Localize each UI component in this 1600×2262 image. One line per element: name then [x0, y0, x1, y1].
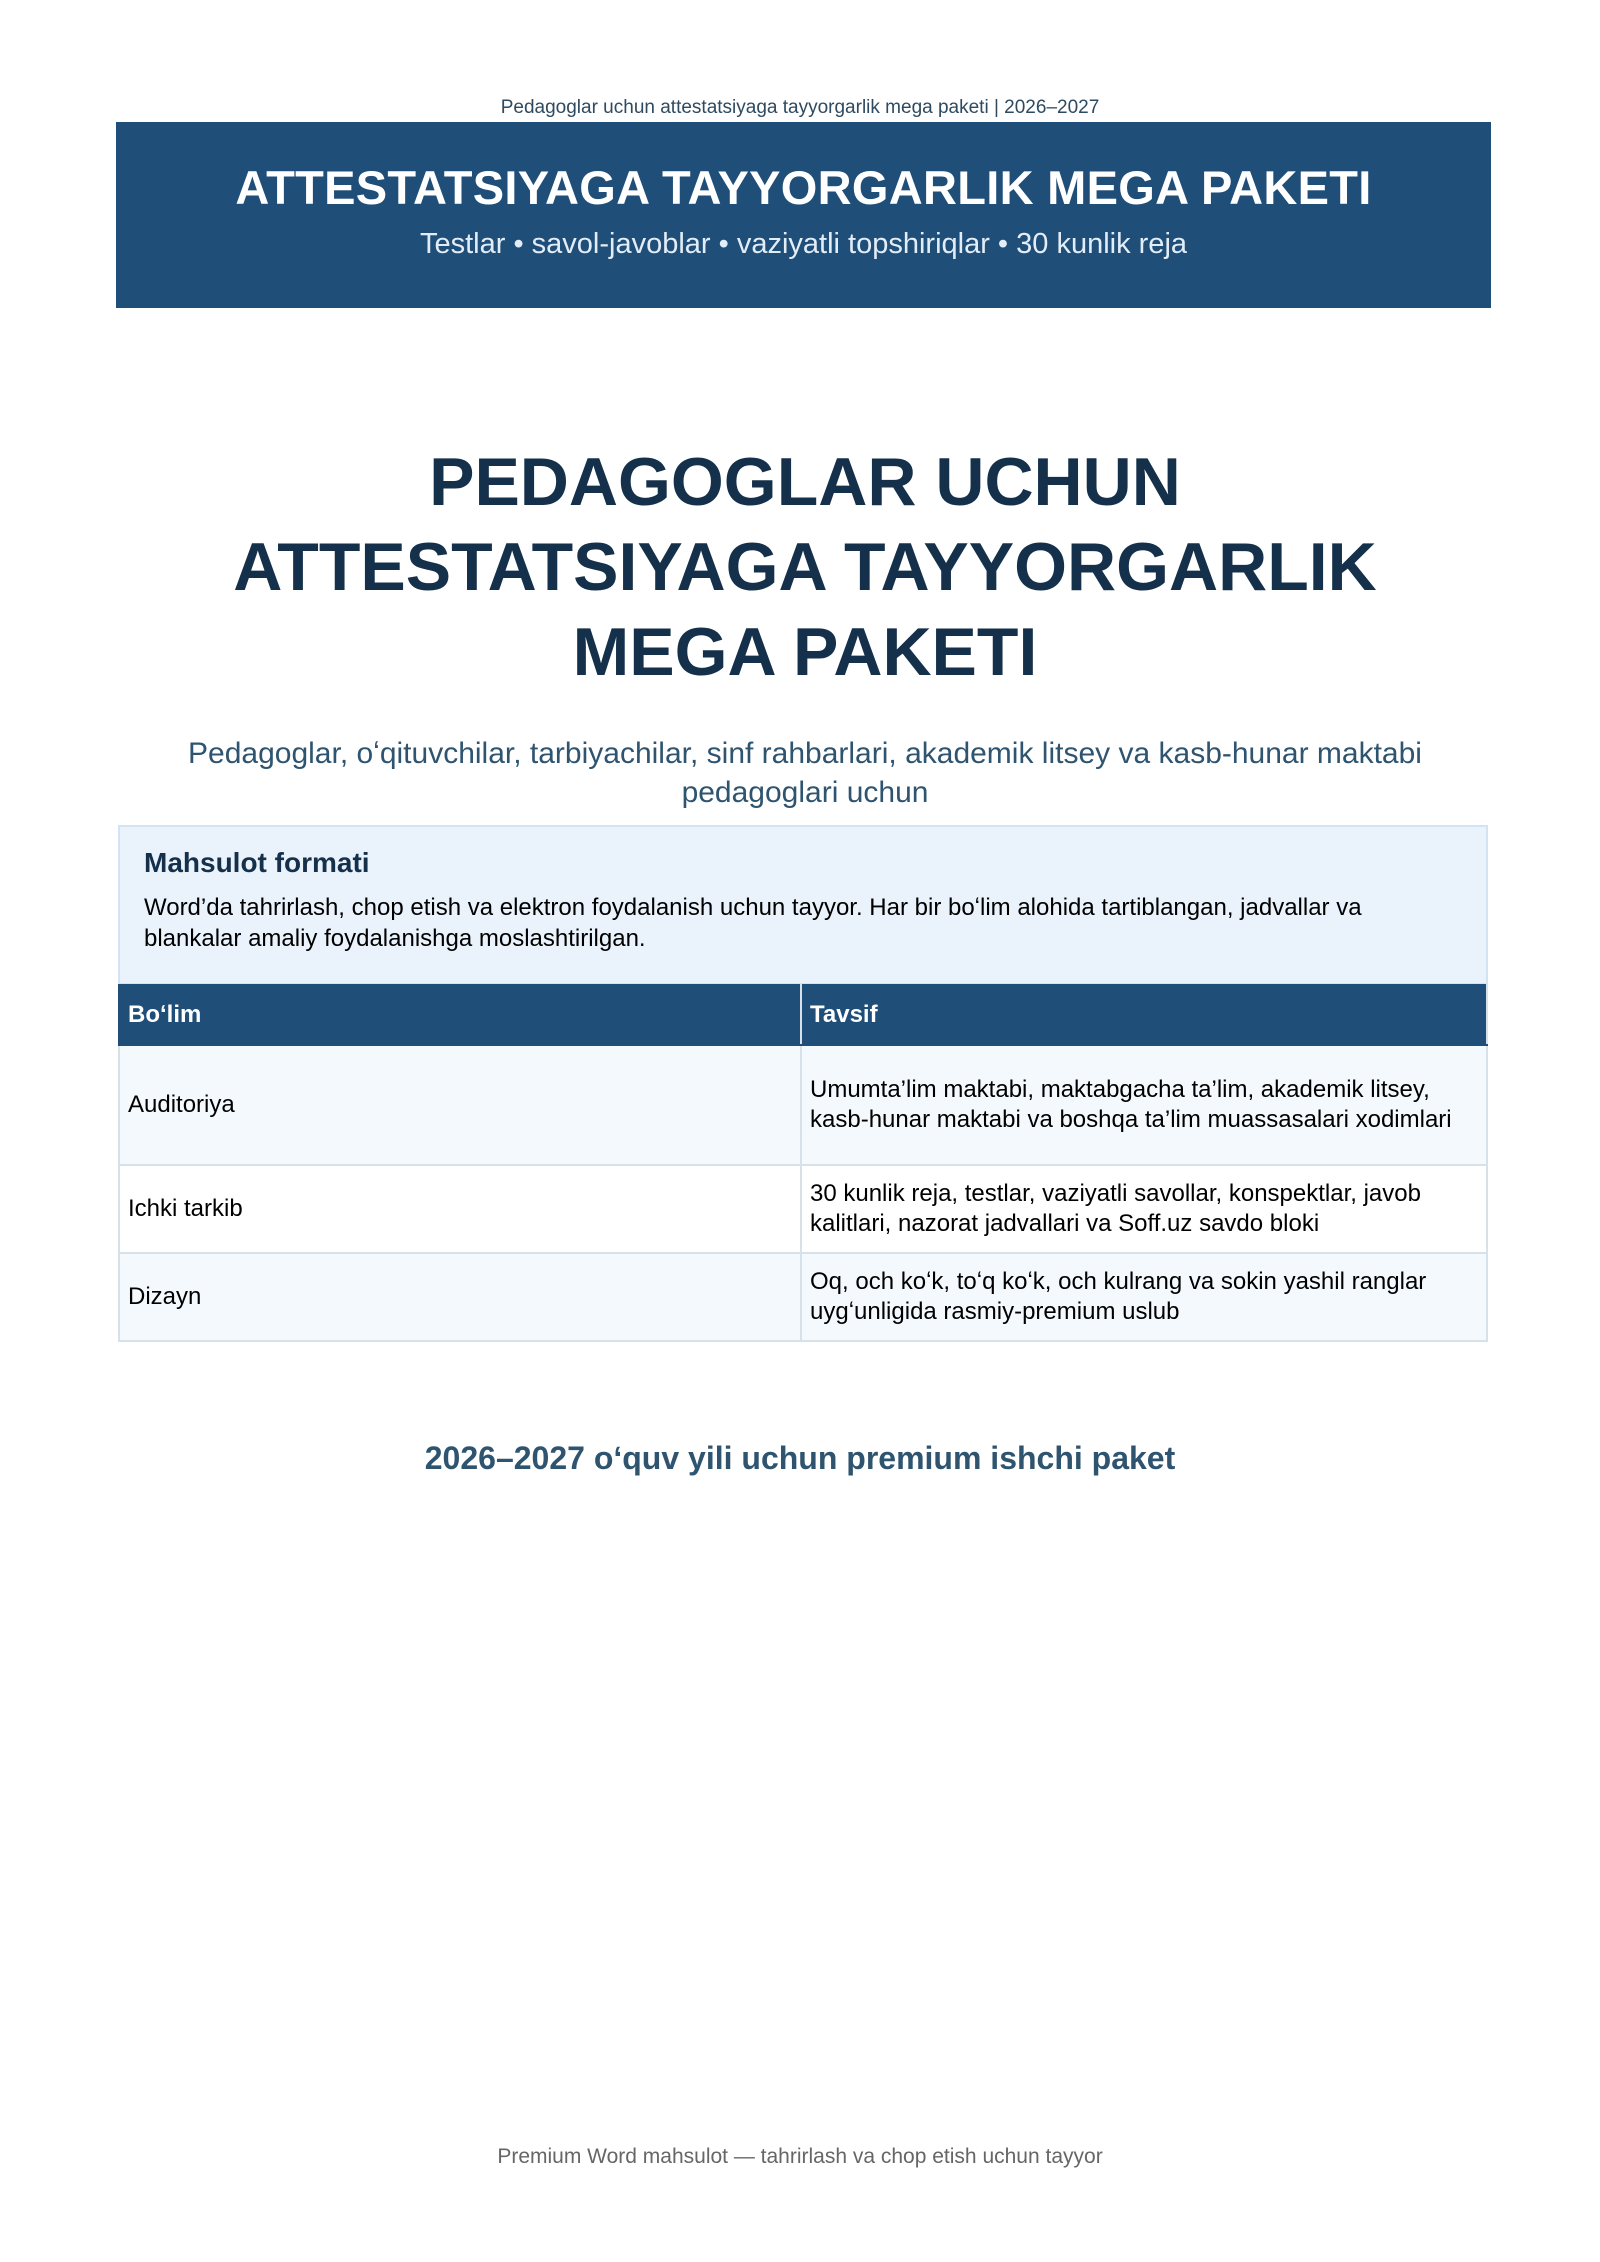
- banner-title: ATTESTATSIYAGA TAYYORGARLIK MEGA PAKETI: [235, 161, 1372, 214]
- page-title-line-2: ATTESTATSIYAGA TAYYORGARLIK: [233, 529, 1377, 605]
- product-info-table: [118, 984, 1488, 1342]
- page-title-line-1: PEDAGOGLAR UCHUN: [429, 444, 1181, 520]
- table-row: [119, 1253, 1487, 1341]
- table-cell-section: Dizayn: [119, 1253, 801, 1341]
- running-header: Pedagoglar uchun attestatsiyaga tayyorgarlik mega paketi | 2026–2027: [500, 97, 1100, 118]
- product-format-box: [118, 825, 1488, 985]
- page-footer: Premium Word mahsulot — tahrirlash va chop etish uchun tayyor: [497, 2145, 1103, 2168]
- product-format-text: Word’da tahrirlash, chop etish va elektron foydalanish uchun tayyor. Har bir boʻlim alohida tartiblangan, jadvallar va blankalar amaliy foydalanishga moslashtirilgan.: [144, 894, 1362, 952]
- audience-subtitle: Pedagoglar, oʻqituvchilar, tarbiyachilar, sinf rahbarlari, akademik litsey va kasb-hunar maktabi pedagoglari uchun: [188, 737, 1422, 809]
- table-cell-description: 30 kunlik reja, testlar, vaziyatli savollar, konspektlar, javob kalitlari, nazorat jadvallari va Soff.uz savdo bloki: [801, 1165, 1487, 1253]
- table-row: [119, 1165, 1487, 1253]
- table-row: [119, 1045, 1487, 1165]
- banner-subtitle: Testlar • savol-javoblar • vaziyatli topshiriqlar • 30 kunlik reja: [419, 228, 1188, 260]
- header-banner: [116, 122, 1491, 308]
- page-title-line-3: MEGA PAKETI: [572, 614, 1038, 690]
- table-header-section: Boʻlim: [119, 985, 801, 1045]
- product-format-heading: Mahsulot formati: [144, 847, 370, 878]
- table-cell-description: Oq, och koʻk, toʻq koʻk, och kulrang va sokin yashil ranglar uygʻunligida rasmiy-premium uslub: [801, 1253, 1487, 1341]
- table-cell-section: Auditoriya: [119, 1045, 801, 1165]
- tagline: 2026–2027 oʻquv yili uchun premium ishchi paket: [424, 1440, 1176, 1476]
- table-cell-description: Umumta’lim maktabi, maktabgacha ta’lim, akademik litsey, kasb-hunar maktabi va boshqa ta’lim muassasalari xodimlari: [801, 1045, 1487, 1165]
- table-header-row: [119, 985, 1487, 1045]
- page-title: [100, 440, 1510, 695]
- table-header-description: Tavsif: [801, 985, 1487, 1045]
- table-cell-section: Ichki tarkib: [119, 1165, 801, 1253]
